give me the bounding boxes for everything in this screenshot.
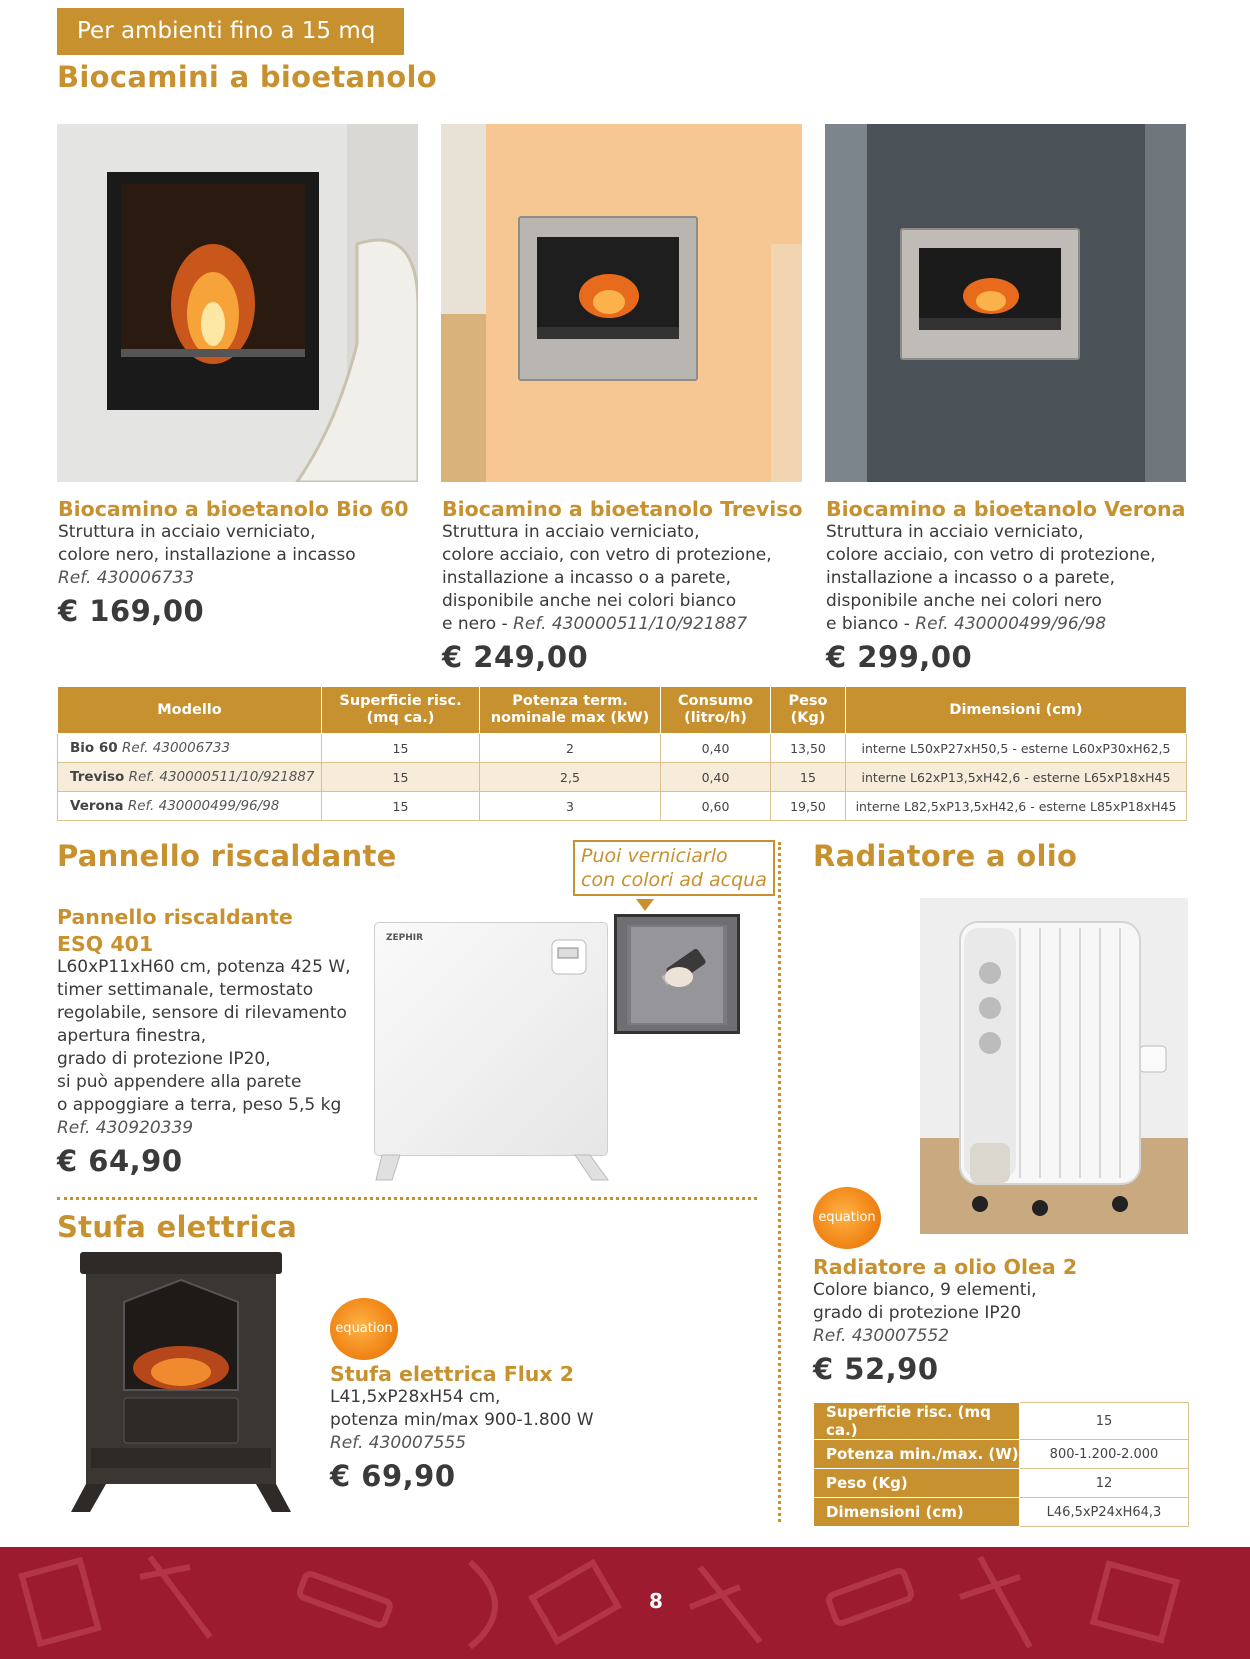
cell-cons: 0,60 xyxy=(661,792,771,821)
photo-paint-detail xyxy=(614,914,740,1034)
equation-badge: equation xyxy=(330,1298,398,1360)
cell-model: Bio 60 xyxy=(70,740,118,756)
table-row xyxy=(58,763,1187,792)
photo-bio60 xyxy=(57,124,418,482)
cell-peso: 19,50 xyxy=(771,792,846,821)
product-price: € 249,00 xyxy=(442,640,589,674)
table-row xyxy=(814,1498,1189,1527)
photo-stufa xyxy=(66,1250,296,1515)
spec-key: Peso (Kg) xyxy=(814,1469,1020,1498)
product-desc-line: disponibile anche nei colori nero xyxy=(826,591,1102,611)
cell-pot: 3 xyxy=(480,792,661,821)
spec-key: Potenza min./max. (W) xyxy=(814,1440,1020,1469)
table-row xyxy=(814,1403,1189,1440)
product-desc-line: grado di protezione IP20 xyxy=(813,1303,1022,1323)
product-ref: Ref. 430920339 xyxy=(57,1118,194,1138)
product-price: € 69,90 xyxy=(330,1459,456,1493)
section-title-pannello: Pannello riscaldante xyxy=(57,839,397,873)
product-title: Biocamino a bioetanolo Treviso xyxy=(442,497,803,521)
product-price: € 52,90 xyxy=(813,1352,939,1386)
spec-table xyxy=(57,686,1187,821)
product-desc-line: si può appendere alla parete xyxy=(57,1072,302,1092)
footer-band xyxy=(0,1547,1250,1659)
product-desc-line: grado di protezione IP20, xyxy=(57,1049,271,1069)
product-title: Pannello riscaldante xyxy=(57,905,293,929)
cell-sup: 15 xyxy=(322,734,480,763)
callout-arrow xyxy=(636,899,654,911)
tools-pattern-icon xyxy=(0,1547,1250,1659)
cell-cons: 0,40 xyxy=(661,763,771,792)
cell-ref: Ref. 430000499/96/98 xyxy=(127,798,280,814)
product-ref: Ref. 430006733 xyxy=(58,568,195,588)
col-header: Superficie risc. (mq ca.) xyxy=(322,687,480,734)
product-title: Stufa elettrica Flux 2 xyxy=(330,1362,574,1386)
cell-ref: Ref. 430000511/10/921887 xyxy=(128,769,315,785)
product-desc-line: L60xP11xH60 cm, potenza 425 W, xyxy=(57,957,351,977)
col-header: Modello xyxy=(58,687,322,734)
product-verona xyxy=(826,497,1196,674)
page-title: Biocamini a bioetanolo xyxy=(57,60,437,94)
table-row xyxy=(58,734,1187,763)
product-pannello xyxy=(57,905,377,1178)
column-divider xyxy=(778,842,781,1522)
cell-sup: 15 xyxy=(322,792,480,821)
spec-value: 800-1.200-2.000 xyxy=(1020,1440,1189,1469)
callout-line: con colori ad acqua xyxy=(581,869,767,891)
photo-pannello xyxy=(370,918,610,1183)
product-desc-line: Struttura in acciaio verniciato, xyxy=(442,522,700,542)
product-radiatore xyxy=(813,1255,1193,1386)
product-desc-line: e bianco - xyxy=(826,614,916,634)
cell-dim: interne L50xP27xH50,5 - esterne L60xP30xH62,5 xyxy=(846,734,1187,763)
cell-pot: 2,5 xyxy=(480,763,661,792)
product-bio60 xyxy=(58,497,428,628)
spec-value: L46,5xP24xH64,3 xyxy=(1020,1498,1189,1527)
spec-key: Superficie risc. (mq ca.) xyxy=(814,1403,1020,1440)
cell-pot: 2 xyxy=(480,734,661,763)
spec-value: 15 xyxy=(1020,1403,1189,1440)
product-stufa xyxy=(330,1362,730,1493)
product-title: Radiatore a olio Olea 2 xyxy=(813,1255,1078,1279)
photo-treviso xyxy=(441,124,802,482)
col-header: Potenza term. nominale max (kW) xyxy=(480,687,661,734)
product-desc-line: colore acciaio, con vetro di protezione, xyxy=(442,545,772,565)
cell-model: Treviso xyxy=(70,769,125,785)
product-treviso xyxy=(442,497,812,674)
cell-cons: 0,40 xyxy=(661,734,771,763)
product-title: Biocamino a bioetanolo Bio 60 xyxy=(58,497,409,521)
spec-key: Dimensioni (cm) xyxy=(814,1498,1020,1527)
page-number: 8 xyxy=(649,1589,663,1613)
table-row xyxy=(814,1469,1189,1498)
product-desc-line: apertura finestra, xyxy=(57,1026,207,1046)
cell-peso: 15 xyxy=(771,763,846,792)
callout-line: Puoi verniciarlo xyxy=(581,845,728,867)
product-desc-line: potenza min/max 900-1.800 W xyxy=(330,1410,594,1430)
section-title-radiatore: Radiatore a olio xyxy=(813,839,1078,873)
product-title-line2: ESQ 401 xyxy=(57,932,154,956)
product-price: € 299,00 xyxy=(826,640,973,674)
product-desc-line: o appoggiare a terra, peso 5,5 kg xyxy=(57,1095,342,1115)
product-price: € 169,00 xyxy=(58,594,205,628)
photo-radiatore xyxy=(920,898,1188,1234)
paint-callout xyxy=(573,840,775,896)
product-ref: Ref. 430007555 xyxy=(330,1433,467,1453)
product-desc-line: colore nero, installazione a incasso xyxy=(58,545,356,565)
area-tag: Per ambienti fino a 15 mq xyxy=(57,8,404,55)
table-row xyxy=(814,1440,1189,1469)
equation-badge: equation xyxy=(813,1187,881,1249)
product-desc-line: installazione a incasso o a parete, xyxy=(826,568,1116,588)
col-header: Dimensioni (cm) xyxy=(846,687,1187,734)
photo-verona xyxy=(825,124,1186,482)
radiatore-spec-table xyxy=(813,1402,1189,1527)
product-desc-line: colore acciaio, con vetro di protezione, xyxy=(826,545,1156,565)
col-header: Peso (Kg) xyxy=(771,687,846,734)
col-header: Consumo (litro/h) xyxy=(661,687,771,734)
cell-dim: interne L62xP13,5xH42,6 - esterne L65xP18xH45 xyxy=(846,763,1187,792)
product-desc-line: L41,5xP28xH54 cm, xyxy=(330,1387,501,1407)
product-ref: Ref. 430000499/96/98 xyxy=(915,614,1107,634)
section-divider xyxy=(57,1197,757,1200)
section-title-stufa: Stufa elettrica xyxy=(57,1210,298,1244)
product-ref: Ref. 430007552 xyxy=(813,1326,950,1346)
cell-sup: 15 xyxy=(322,763,480,792)
product-desc-line: timer settimanale, termostato xyxy=(57,980,314,1000)
product-desc-line: Struttura in acciaio verniciato, xyxy=(58,522,316,542)
product-desc-line: Struttura in acciaio verniciato, xyxy=(826,522,1084,542)
product-price: € 64,90 xyxy=(57,1144,183,1178)
product-title: Biocamino a bioetanolo Verona xyxy=(826,497,1186,521)
table-row xyxy=(58,792,1187,821)
product-desc-line: installazione a incasso o a parete, xyxy=(442,568,732,588)
product-desc-line: disponibile anche nei colori bianco xyxy=(442,591,737,611)
spec-value: 12 xyxy=(1020,1469,1189,1498)
product-desc-line: e nero - xyxy=(442,614,514,634)
product-ref: Ref. 430000511/10/921887 xyxy=(513,614,748,634)
cell-ref: Ref. 430006733 xyxy=(121,740,231,756)
product-desc-line: regolabile, sensore di rilevamento xyxy=(57,1003,347,1023)
cell-peso: 13,50 xyxy=(771,734,846,763)
cell-dim: interne L82,5xP13,5xH42,6 - esterne L85xP18xH45 xyxy=(846,792,1187,821)
product-desc-line: Colore bianco, 9 elementi, xyxy=(813,1280,1037,1300)
brand-label: ZEPHIR xyxy=(386,933,424,943)
cell-model: Verona xyxy=(70,798,124,814)
